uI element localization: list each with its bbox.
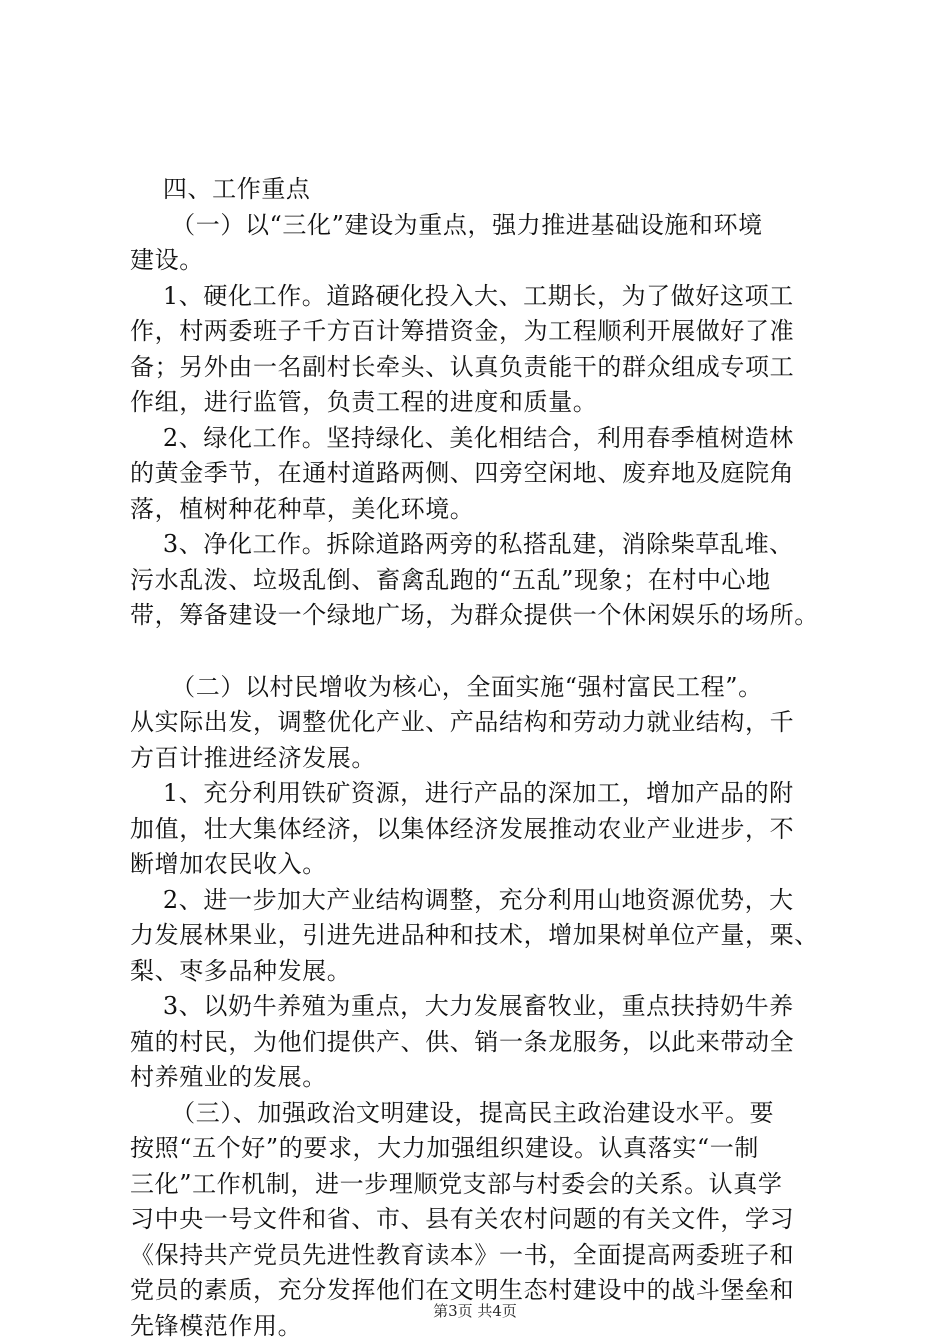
text-line: 梨、枣多品种发展。 — [130, 956, 352, 985]
text-line: 三化”工作机制，进一步理顺党支部与村委会的关系。认真学 — [130, 1169, 783, 1198]
text-line: 加值，壮大集体经济，以集体经济发展推动农业产业进步，不 — [130, 814, 795, 843]
text-line: 2、绿化工作。坚持绿化、美化相结合，利用春季植树造林 — [130, 423, 794, 452]
text-line: 先锋模范作用。 — [130, 1311, 303, 1340]
text-line: 落，植树种花种草，美化环境。 — [130, 494, 475, 523]
text-line: 作，村两委班子千方百计筹措资金，为工程顺利开展做好了准 — [130, 317, 795, 345]
text-line: 带，筹备建设一个绿地广场，为群众提供一个休闲娱乐的场所。 — [130, 601, 819, 629]
text-line: 污水乱泼、垃圾乱倒、畜禽乱跑的“五乱”现象；在村中心地 — [130, 565, 771, 594]
text-line: 习中央一号文件和省、市、县有关农村问题的有关文件，学习 — [130, 1205, 795, 1233]
text-line: 《保持共产党员先进性教育读本》一书，全面提高两委班子和 — [130, 1240, 795, 1269]
paragraph-gap — [130, 634, 842, 670]
text-line: 力发展林果业，引进先进品种和技术，增加果树单位产量，栗、 — [130, 921, 819, 949]
text-line: 断增加农民收入。 — [130, 850, 327, 878]
text-line: 2、进一步加大产业结构调整，充分利用山地资源优势，大 — [130, 885, 794, 914]
text-line: 按照“五个好”的要求，大力加强组织建设。认真落实“一制 — [130, 1134, 760, 1162]
text-line: 3、以奶牛养殖为重点，大力发展畜牧业，重点扶持奶牛养 — [130, 992, 794, 1020]
text-line: 的黄金季节，在通村道路两侧、四旁空闲地、废弃地及庭院角 — [130, 459, 795, 487]
document-body — [130, 172, 842, 1344]
text-line: 殖的村民，为他们提供产、供、销一条龙服务，以此来带动全 — [130, 1027, 795, 1056]
text-line: 党员的素质，充分发挥他们在文明生态村建设中的战斗堡垒和 — [130, 1276, 795, 1304]
text-line: 方百计推进经济发展。 — [130, 743, 376, 772]
text-line: 1、充分利用铁矿资源，进行产品的深加工，增加产品的附 — [130, 779, 794, 807]
text-line: 从实际出发，调整优化产业、产品结构和劳动力就业结构，千 — [130, 708, 795, 736]
page-footer: 第3页 共4页 — [433, 1302, 517, 1320]
text-line: （二）以村民增收为核心，全面实施“强村富民工程”。 — [130, 672, 763, 701]
text-line: 四、工作重点 — [130, 175, 311, 203]
text-line: 3、净化工作。拆除道路两旁的私搭乱建，消除柴草乱堆、 — [130, 530, 794, 558]
text-line: 作组，进行监管，负责工程的进度和质量。 — [130, 388, 598, 416]
text-line: 备；另外由一名副村长牵头、认真负责能干的群众组成专项工 — [130, 352, 795, 381]
text-line: 建设。 — [130, 246, 204, 274]
text-line: 1、硬化工作。道路硬化投入大、工期长，为了做好这项工 — [130, 281, 794, 310]
text-line: 村养殖业的发展。 — [130, 1063, 327, 1091]
text-line: （三）、加强政治文明建设，提高民主政治建设水平。要 — [130, 1098, 775, 1127]
text-line: （一）以“三化”建设为重点，强力推进基础设施和环境 — [130, 210, 763, 239]
